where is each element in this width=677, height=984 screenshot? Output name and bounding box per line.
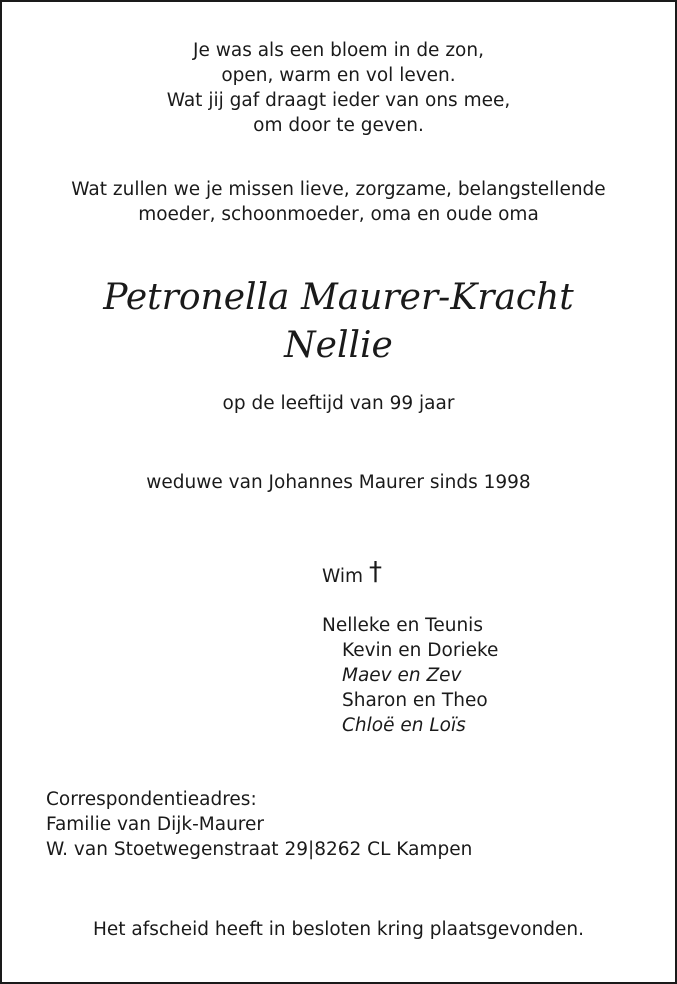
nickname: Nellie xyxy=(284,325,393,366)
dedication-line: Wat zullen we je missen lieve, zorgzame, belangstellende xyxy=(71,179,606,200)
grandchild: Sharon en Theo xyxy=(342,690,488,711)
correspondence-address xyxy=(46,787,472,862)
address-label: Correspondentieadres: xyxy=(46,789,257,810)
deceased-name xyxy=(2,274,675,370)
widow-line: weduwe van Johannes Maurer sinds 1998 xyxy=(146,472,531,493)
dedication xyxy=(2,177,675,227)
age-line: op de leeftijd van 99 jaar xyxy=(222,393,455,414)
family-member xyxy=(322,557,498,589)
great-grandchild: Chloë en Loïs xyxy=(342,715,466,736)
family-list xyxy=(322,557,499,738)
poem-line: Je was als een bloem in de zon, xyxy=(193,40,484,61)
dedication-line: moeder, schoonmoeder, oma en oude oma xyxy=(138,204,539,225)
child-name: Wim xyxy=(322,566,364,587)
poem-line: om door te geven. xyxy=(253,115,424,136)
address-family: Familie van Dijk-Maurer xyxy=(46,814,264,835)
poem xyxy=(2,38,675,138)
great-grandchild: Maev en Zev xyxy=(342,665,462,686)
full-name: Petronella Maurer-Kracht xyxy=(103,277,574,318)
family-member: Nelleke en Teunis xyxy=(322,615,483,636)
grandchild: Kevin en Dorieke xyxy=(342,640,499,661)
address-street: W. van Stoetwegenstraat 29|8262 CL Kampen xyxy=(46,839,473,860)
cross-icon: † xyxy=(368,557,382,587)
closing-line: Het afscheid heeft in besloten kring plaatsgevonden. xyxy=(92,919,585,940)
poem-line: Wat jij gaf draagt ieder van ons mee, xyxy=(166,90,511,111)
poem-line: open, warm en vol leven. xyxy=(221,65,456,86)
